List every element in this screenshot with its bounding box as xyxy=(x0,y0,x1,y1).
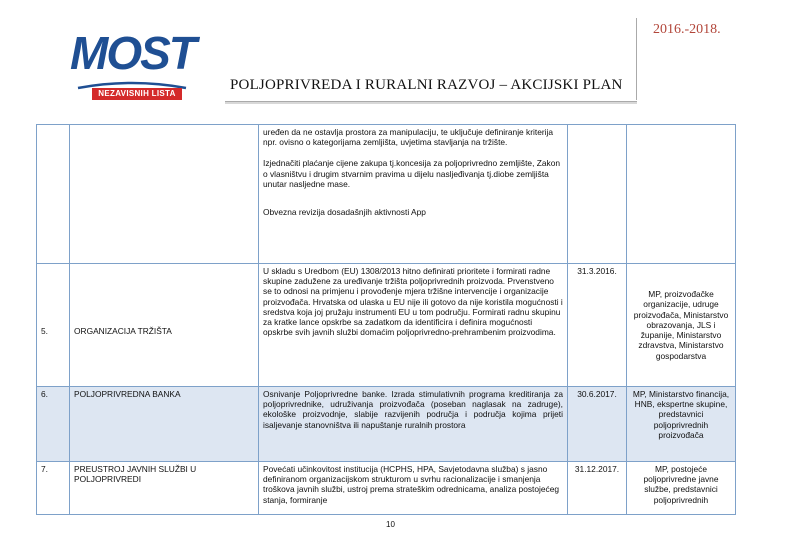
row-deadline xyxy=(568,125,627,264)
table-row xyxy=(37,387,736,462)
table-row xyxy=(37,125,736,264)
row-responsible xyxy=(627,125,736,264)
activity-paragraph: Obvezna revizija dosadašnjih aktivnosti App xyxy=(263,207,426,218)
row-activities xyxy=(259,125,568,264)
row-responsible: MP, postojeće poljoprivredne javne službe, predstavnici poljoprivrednih xyxy=(627,462,736,515)
row-activities xyxy=(259,387,568,462)
logo-subtitle: NEZAVISNIH LISTA xyxy=(92,88,182,100)
activity-paragraph: uređen da ne ostavlja prostora za manipulaciju, te uključuje definiranje kriterija npr. ovisno o kategorijama zemljišta, uvjetima stavljanja na tržište. xyxy=(263,127,554,148)
action-plan-table xyxy=(36,124,736,515)
header-years: 2016.-2018. xyxy=(653,22,721,37)
logo-wordmark: MOST xyxy=(70,27,195,79)
activity-paragraph: Izjednačiti plaćanje cijene zakupa tj.koncesija za poljoprivredno zemljište, Zakon o vlasništvu i drugim stvarnim pravima u dijelu nasljeđivanja tj.diobe zemljišta unutar nasljedne mase. xyxy=(263,158,561,189)
most-logo xyxy=(70,27,195,98)
row-deadline: 30.6.2017. xyxy=(568,387,627,462)
row-deadline: 31.12.2017. xyxy=(568,462,627,515)
row-number xyxy=(37,125,70,264)
row-activities xyxy=(259,462,568,515)
activity-paragraph: Osnivanje Poljoprivredne banke. Izrada stimulativnih programa kreditiranja za poljoprivrednike, udruživanja proizvođača (poseban naglasak na zadruge), ekološke proizvodnje, slabije razvijenih područja i područja kojima prijeti isaljevanje stanovništva ili napuštanje ruralnih prostora xyxy=(263,389,563,430)
activity-paragraph: Povećati učinkovitost institucija (HCPHS, HPA, Savjetodavna služba) s jasno definiranom organizacijskom strukturom u svrhu racionalizacije i smanjenja troškova javnih službi, ustroj prema strateškim odrednicama, analiza postojećeg stanja, formiranje xyxy=(263,464,560,505)
table-row xyxy=(37,462,736,515)
header-divider-shadow xyxy=(225,102,637,104)
row-area: ORGANIZACIJA TRŽIŠTA xyxy=(70,264,259,387)
row-deadline: 31.3.2016. xyxy=(568,264,627,387)
row-area: POLJOPRIVREDNA BANKA xyxy=(70,387,259,462)
row-responsible: MP, proizvođačke organizacije, udruge proizvođača, Ministarstvo obrazovanja, JLS i županije, Ministarstvo zdravstva, Ministarstvo gospodarstva xyxy=(627,264,736,387)
header-vertical-divider xyxy=(636,18,637,100)
row-activities xyxy=(259,264,568,387)
row-number: 7. xyxy=(37,462,70,515)
row-area xyxy=(70,125,259,264)
activity-paragraph: U skladu s Uredbom (EU) 1308/2013 hitno definirati prioritete i formirati radne skupine zadužene za uređivanje tržišta poljoprivrednih proizvoda. Prvenstveno se to odnosi na primjenu i provođenje mjera tržišne intervencije i organizacije proizvođača. Hrvatska od ulaska u EU nije ili gotovo da nije koristila mogućnosti i sredstva koja joj pružaju instrumenti EU u tom području. Formirati radnu skupinu za kratke lance opskrbe sa zadatkom da identificira i definira mogućnosti opskrbe svih javnih službi domaćim poljoprivredno-prehrambenim proizvodima. xyxy=(263,266,563,338)
row-area: PREUSTROJ JAVNIH SLUŽBI U POLJOPRIVREDI xyxy=(70,462,259,515)
row-number: 5. xyxy=(37,264,70,387)
page-number: 10 xyxy=(386,520,395,529)
table-row xyxy=(37,264,736,387)
row-number: 6. xyxy=(37,387,70,462)
page-title: POLJOPRIVREDA I RURALNI RAZVOJ – AKCIJSKI PLAN xyxy=(230,77,623,93)
row-responsible: MP, Ministarstvo financija, HNB, ekspertne skupine, predstavnici poljoprivrednih proizvođača xyxy=(627,387,736,462)
